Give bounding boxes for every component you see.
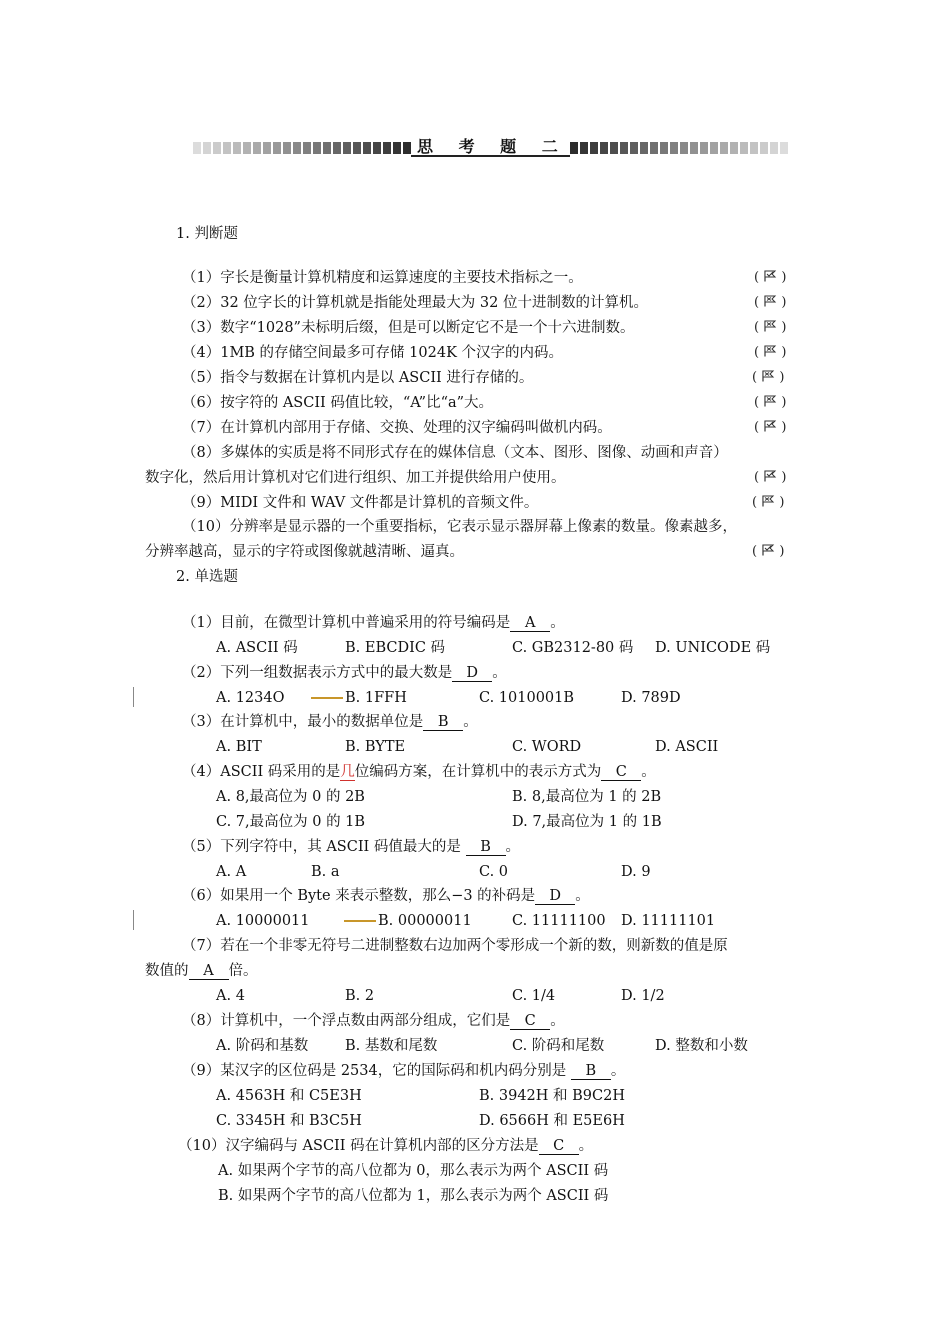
option: A. A bbox=[216, 864, 247, 880]
judge-mark: ( ) bbox=[754, 295, 787, 310]
decorative-dot bbox=[690, 142, 698, 154]
judge-mark: ( ) bbox=[752, 495, 785, 510]
option: D. 9 bbox=[621, 864, 651, 880]
option: C. 0 bbox=[479, 864, 509, 880]
decorative-dot bbox=[710, 142, 718, 154]
judge-mark: ( ) bbox=[754, 395, 787, 410]
decorative-dot bbox=[630, 142, 638, 154]
option: A. 8,最高位为 0 的 2B bbox=[216, 789, 365, 805]
decorative-dot bbox=[720, 142, 728, 154]
judge-item: （4）1MB 的存储空间最多可存储 1024K 个汉字的内码。 bbox=[182, 345, 564, 361]
question-9: （9）某汉字的区位码是 2534，它的国际码和机内码分别是 B 。 bbox=[182, 1063, 626, 1079]
answer-blank: D bbox=[452, 665, 492, 682]
question-3: （3）在计算机中，最小的数据单位是 B 。 bbox=[182, 714, 478, 730]
question-8: （8）计算机中，一个浮点数由两部分组成，它们是 C 。 bbox=[182, 1013, 565, 1029]
question-2: （2）下列一组数据表示方式中的最大数是 D 。 bbox=[182, 665, 507, 681]
section-heading-choice: 2. 单选题 bbox=[176, 569, 238, 585]
option: D. 789D bbox=[621, 690, 681, 706]
judge-item-continued: 数字化，然后用计算机对它们进行组织、加工并提供给用户使用。 bbox=[145, 470, 566, 486]
decorative-dot bbox=[570, 142, 578, 154]
decorative-dot bbox=[363, 142, 371, 154]
decorative-dot bbox=[233, 142, 241, 154]
decorative-dot bbox=[293, 142, 301, 154]
judge-item-continued: 分辨率越高，显示的字符或图像就越清晰、逼真。 bbox=[145, 544, 464, 560]
decorative-dot bbox=[273, 142, 281, 154]
judge-mark: ( ) bbox=[754, 320, 787, 335]
option: A. BIT bbox=[216, 739, 262, 755]
judge-item: （3）数字“1028”未标明后缀，但是可以断定它不是一个十六进制数。 bbox=[182, 320, 635, 336]
flag-right-icon bbox=[763, 470, 777, 482]
judge-item: （7）在计算机内部用于存储、交换、处理的汉字编码叫做机内码。 bbox=[182, 420, 612, 436]
judge-mark: ( ) bbox=[754, 470, 787, 485]
decorative-dot bbox=[343, 142, 351, 154]
judge-mark: ( ) bbox=[752, 370, 785, 385]
decorative-dot bbox=[333, 142, 341, 154]
decorative-dots-left bbox=[193, 142, 411, 154]
option: D. 1/2 bbox=[621, 988, 665, 1004]
decorative-dot bbox=[263, 142, 271, 154]
option: D. UNICODE 码 bbox=[655, 640, 771, 656]
question-10: （10）汉字编码与 ASCII 码在计算机内部的区分方法是 C 。 bbox=[178, 1138, 594, 1154]
decorative-dot bbox=[393, 142, 401, 154]
answer-blank: C bbox=[510, 1013, 550, 1030]
option: C. 1/4 bbox=[512, 988, 556, 1004]
decorative-dot bbox=[403, 142, 411, 154]
option: D. 7,最高位为 1 的 1B bbox=[512, 814, 662, 830]
flag-wrong-icon bbox=[763, 345, 777, 357]
decorative-dot bbox=[203, 142, 211, 154]
option: C. 阶码和尾数 bbox=[512, 1038, 605, 1054]
question-1: （1）目前，在微型计算机中普遍采用的符号编码是 A 。 bbox=[182, 615, 565, 631]
decorative-dot bbox=[323, 142, 331, 154]
option: C. 11111100 bbox=[512, 913, 606, 929]
answer-blank: A bbox=[510, 615, 550, 632]
decorative-dot bbox=[730, 142, 738, 154]
title-banner bbox=[193, 137, 758, 156]
option: C. 7,最高位为 0 的 1B bbox=[216, 814, 366, 830]
option: D. 整数和小数 bbox=[655, 1038, 748, 1054]
judge-mark: ( ) bbox=[754, 420, 787, 435]
option: D. 11111101 bbox=[621, 913, 716, 929]
decorative-dot bbox=[610, 142, 618, 154]
change-bar bbox=[133, 910, 134, 930]
decorative-dot bbox=[193, 142, 201, 154]
option-with-dash: B. 00000011 bbox=[344, 911, 472, 931]
option: A. 阶码和基数 bbox=[216, 1038, 309, 1054]
option: A. 1234O bbox=[216, 690, 285, 706]
flag-wrong-icon bbox=[763, 295, 777, 307]
option: D. 6566H 和 E5E6H bbox=[479, 1113, 625, 1129]
option: C. WORD bbox=[512, 739, 582, 755]
option: B. BYTE bbox=[345, 739, 406, 755]
question-7-continued: 数值的 A 倍。 bbox=[145, 963, 258, 979]
option: B. a bbox=[311, 864, 340, 880]
decorative-dot bbox=[303, 142, 311, 154]
highlighted-word: 几 bbox=[340, 764, 355, 780]
answer-blank: B bbox=[423, 714, 463, 731]
decorative-dot bbox=[590, 142, 598, 154]
change-bar bbox=[133, 687, 134, 707]
decorative-dot bbox=[640, 142, 648, 154]
decorative-dot bbox=[383, 142, 391, 154]
flag-right-icon bbox=[761, 544, 775, 556]
decorative-dots-right bbox=[570, 142, 788, 154]
decorative-dot bbox=[373, 142, 381, 154]
judge-item: （8）多媒体的实质是将不同形式存在的媒体信息（文本、图形、图像、动画和声音） bbox=[182, 445, 728, 461]
answer-blank: C bbox=[539, 1138, 579, 1155]
answer-blank: D bbox=[535, 888, 575, 905]
answer-blank: A bbox=[189, 963, 229, 980]
decorative-dot bbox=[670, 142, 678, 154]
option: B. 8,最高位为 1 的 2B bbox=[512, 789, 662, 805]
decorative-dot bbox=[740, 142, 748, 154]
decorative-dot bbox=[243, 142, 251, 154]
option: A. 4563H 和 C5E3H bbox=[216, 1088, 362, 1104]
option: C. 1010001B bbox=[479, 690, 575, 706]
option: A. ASCII 码 bbox=[216, 640, 298, 656]
decorative-dot bbox=[760, 142, 768, 154]
decorative-dot bbox=[223, 142, 231, 154]
section-heading-judge: 1. 判断题 bbox=[176, 226, 238, 242]
decorative-dot bbox=[253, 142, 261, 154]
option: C. GB2312-80 码 bbox=[512, 640, 634, 656]
page-title: 思 考 题 二 bbox=[411, 139, 570, 157]
flag-right-icon bbox=[763, 420, 777, 432]
option: B. 3942H 和 B9C2H bbox=[479, 1088, 625, 1104]
option: B. 如果两个字节的高八位都为 1，那么表示为两个 ASCII 码 bbox=[218, 1188, 609, 1204]
judge-item: （1）字长是衡量计算机精度和运算速度的主要技术指标之一。 bbox=[182, 270, 583, 286]
flag-wrong-icon bbox=[761, 370, 775, 382]
decorative-dot bbox=[660, 142, 668, 154]
flag-wrong-icon bbox=[761, 495, 775, 507]
decorative-dot bbox=[620, 142, 628, 154]
judge-item: （10）分辨率是显示器的一个重要指标，它表示显示器屏幕上像素的数量。像素越多， bbox=[182, 519, 737, 535]
revision-dash bbox=[344, 920, 376, 922]
judge-item: （2）32 位字长的计算机就是指能处理最大为 32 位十进制数的计算机。 bbox=[182, 295, 648, 311]
decorative-dot bbox=[700, 142, 708, 154]
decorative-dot bbox=[600, 142, 608, 154]
option: A. 10000011 bbox=[216, 913, 310, 929]
answer-blank: C bbox=[601, 764, 641, 781]
judge-item: （9）MIDI 文件和 WAV 文件都是计算机的音频文件。 bbox=[182, 495, 539, 511]
option: C. 3345H 和 B3C5H bbox=[216, 1113, 362, 1129]
judge-mark: ( ) bbox=[754, 270, 787, 285]
decorative-dot bbox=[650, 142, 658, 154]
question-7: （7）若在一个非零无符号二进制整数右边加两个零形成一个新的数，则新数的值是原 bbox=[182, 938, 728, 954]
question-6: （6）如果用一个 Byte 来表示整数，那么−3 的补码是 D 。 bbox=[182, 888, 590, 904]
answer-blank: B bbox=[571, 1063, 611, 1080]
decorative-dot bbox=[680, 142, 688, 154]
option: D. ASCII bbox=[655, 739, 719, 755]
decorative-dot bbox=[750, 142, 758, 154]
revision-dash bbox=[311, 697, 343, 699]
decorative-dot bbox=[213, 142, 221, 154]
answer-blank: B bbox=[466, 839, 506, 856]
decorative-dot bbox=[770, 142, 778, 154]
question-4: （4）ASCII 码采用的是几位编码方案，在计算机中的表示方式为 C 。 bbox=[182, 764, 656, 780]
decorative-dot bbox=[283, 142, 291, 154]
option: B. 2 bbox=[345, 988, 375, 1004]
option: B. EBCDIC 码 bbox=[345, 640, 446, 656]
judge-item: （6）按字符的 ASCII 码值比较，“A”比“a”大。 bbox=[182, 395, 494, 411]
flag-wrong-icon bbox=[763, 395, 777, 407]
judge-item: （5）指令与数据在计算机内是以 ASCII 进行存储的。 bbox=[182, 370, 534, 386]
judge-mark: ( ) bbox=[754, 345, 787, 360]
decorative-dot bbox=[780, 142, 788, 154]
decorative-dot bbox=[580, 142, 588, 154]
question-5: （5）下列字符中，其 ASCII 码值最大的是 B 。 bbox=[182, 839, 521, 855]
flag-right-icon bbox=[763, 270, 777, 282]
decorative-dot bbox=[313, 142, 321, 154]
judge-mark: ( ) bbox=[752, 544, 785, 559]
option: B. 基数和尾数 bbox=[345, 1038, 438, 1054]
option: A. 如果两个字节的高八位都为 0，那么表示为两个 ASCII 码 bbox=[218, 1163, 609, 1179]
decorative-dot bbox=[353, 142, 361, 154]
option-with-dash: B. 1FFH bbox=[311, 688, 407, 708]
flag-wrong-icon bbox=[763, 320, 777, 332]
option: A. 4 bbox=[216, 988, 245, 1004]
